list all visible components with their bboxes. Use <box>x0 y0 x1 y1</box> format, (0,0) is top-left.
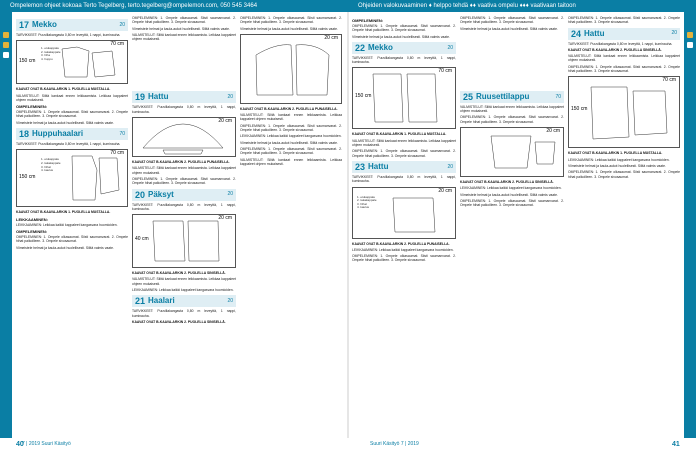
section-heading: LEIKKAAMINEN: <box>16 216 48 222</box>
pattern-diagram <box>16 40 128 84</box>
paragraph: LEIKKAAMINEN: Leikkaa kaikki kappaleet kangasvara huomioiden. <box>460 186 562 191</box>
paragraph: OMPELEMINEN: 1. Ompele olkasaumat. Siisti saumanvarat. 2. Ompele hihat paikoilleen. 3. Ompele sivusaumat. <box>460 198 564 208</box>
footer-right: Suuri Käsityö 7 | 2019 <box>348 438 696 450</box>
section-heading: OMPELEMINEN: <box>16 104 48 110</box>
right-sidebar <box>684 12 696 438</box>
paragraph: LEIKKAAMINEN: Leikkaa kaikki kappaleet kangasvara huomioiden. <box>240 134 342 139</box>
paragraph: VALMISTELUT: Silitä kankaat ennen leikkaamista. Leikkaa kappaleet ohjeen mukaisesti. <box>460 104 564 114</box>
pattern-legend: 1. etukappale 2. takakappale 3. hihat 4. kaulus <box>41 157 61 173</box>
project-title: 22 Mekko 20 <box>352 42 456 54</box>
caption: KAAVAT OVAT B-KAAVA-ARKIN 2. PUOLELLA SINISELLÄ. <box>460 180 554 185</box>
paragraph: TARVIKKEET: Puuvillakangasta 0,80 m leveyttä, 1 nappi, kuminauha. <box>132 309 236 318</box>
paragraph: OMPELEMINEN: 1. Ompele olkasaumat. Siisti saumanvarat. 2. Ompele hihat paikoilleen. 3. Ompele sivusaumat. <box>352 254 456 263</box>
paragraph: OMPELEMINEN: 1. Ompele olkasaumat. Siisti saumanvarat. 2. Ompele hihat paikoilleen. 3. Ompele sivusaumat. <box>240 146 342 156</box>
paragraph: TARVIKKEET: Puuvillakangasta 0,80 m leveyttä, 1 nappi, kuminauha. <box>352 174 456 184</box>
project-title: 18 Huppuhaalari 70 <box>16 128 128 140</box>
paragraph: LEIKKAAMINEN: Leikkaa kaikki kappaleet kangasvara huomioiden. <box>352 247 454 252</box>
right-column-2 <box>460 16 564 434</box>
pattern-shapes <box>241 35 341 103</box>
paragraph: VALMISTELUT: Silitä kankaat ennen leikkaamista. Leikkaa kappaleet ohjeen mukaisesti. <box>132 277 236 286</box>
section-heading: OMPELEMINEN: <box>16 228 48 234</box>
pattern-diagram <box>132 117 236 157</box>
project-title: 25 Ruusettilappu 70 <box>460 91 564 103</box>
project-title: 21 Haalari 20 <box>132 295 236 307</box>
width-label: 70 cm <box>110 41 124 48</box>
paragraph: Viimeistele helmat ja kaula-aukot huolellisesti. Silitä valmis vaate. <box>568 163 666 168</box>
left-column-2 <box>132 16 236 434</box>
project-title: 19 Hattu 20 <box>132 91 236 103</box>
paragraph: VALMISTELUT: Silitä kankaat ennen leikkaamista. Leikkaa kappaleet ohjeen mukaisesti. <box>132 166 236 175</box>
paragraph: OMPELEMINEN: 1. Ompele olkasaumat. Siisti saumanvarat. 2. Ompele hihat paikoilleen. 3. Ompele sivusaumat. <box>132 176 236 186</box>
width-label: 20 cm <box>324 34 338 41</box>
paragraph: LEIKKAAMINEN: Leikkaa kaikki kappaleet kangasvara huomioiden. <box>132 288 234 293</box>
paragraph: Viimeistele helmat ja kaula-aukot huolellisesti. Silitä valmis vaate. <box>16 245 114 250</box>
right-column-3 <box>568 16 680 434</box>
paragraph: Viimeistele helmat ja kaula-aukot huolellisesti. Silitä valmis vaate. <box>240 26 338 31</box>
paragraph: OMPELEMINEN: 1. Ompele olkasaumat. Siisti saumanvarat. 2. Ompele hihat paikoilleen. 3. Ompele sivusaumat. <box>16 234 128 244</box>
page-number-left: 40 <box>16 441 24 448</box>
paragraph: VALMISTELUT: Silitä kankaat ennen leikkaamista. Leikkaa kappaleet ohjeen mukaisesti. <box>16 93 128 102</box>
caption: KAAVAT OVAT B-KAAVA-ARKIN 1. PUOLELLA MUSTALLA. <box>16 210 111 215</box>
paragraph: Viimeistele helmat ja kaula-aukot huolellisesti. Silitä valmis vaate. <box>240 140 338 145</box>
left-sidebar <box>0 12 12 438</box>
paragraph: VALMISTELUT: Silitä kankaat ennen leikkaamista. Leikkaa kappaleet ohjeen mukaisesti. <box>240 113 342 122</box>
width-label: 70 cm <box>662 77 676 84</box>
width-label: 20 cm <box>438 187 452 194</box>
width-label: 20 cm <box>218 118 232 125</box>
paragraph: LEIKKAAMINEN: Leikkaa kaikki kappaleet kangasvara huomioiden. <box>568 157 670 162</box>
paragraph: TARVIKKEET: Puuvillakangasta 0,80 m leveyttä, 1 nappi, kuminauha. <box>132 202 236 211</box>
page-spine <box>347 12 349 438</box>
paragraph: Viimeistele helmat ja kaula-aukot huolellisesti. Silitä valmis vaate. <box>460 192 558 197</box>
height-label: 150 cm <box>355 93 372 100</box>
caption: KAAVAT OVAT B-KAAVA-ARKIN 2. PUOLELLA SINISELLÄ. <box>568 47 662 52</box>
paragraph: Viimeistele helmat ja kaula-aukot huolellisesti. Silitä valmis vaate. <box>460 26 558 31</box>
paragraph: OMPELEMINEN: 1. Ompele olkasaumat. Siisti saumanvarat. 2. Ompele hihat paikoilleen. 3. Ompele sivusaumat. <box>568 64 680 74</box>
paragraph: Viimeistele helmat ja kaula-aukot huolellisesti. Silitä valmis vaate. <box>352 34 450 39</box>
section-heading: OMPELEMINEN: <box>352 18 384 23</box>
page-number-right: 41 <box>672 441 680 448</box>
caption: KAAVAT OVAT B-KAAVA-ARKIN 2. PUOLELLA SINISELLÄ. <box>132 319 226 324</box>
caption: KAAVAT OVAT B-KAAVA-ARKIN 1. PUOLELLA MUSTALLA. <box>16 87 111 92</box>
left-column-3 <box>240 16 342 434</box>
paragraph: VALMISTELUT: Silitä kankaat ennen leikkaamista. Leikkaa kappaleet ohjeen mukaisesti. <box>352 138 456 148</box>
paragraph: OMPELEMINEN: 1. Ompele olkasaumat. Siisti saumanvarat. 2. Ompele hihat paikoilleen. 3. Ompele sivusaumat. <box>460 16 564 25</box>
project-title: 20 Päksyt 20 <box>132 189 236 201</box>
paragraph: OMPELEMINEN: 1. Ompele olkasaumat. Siisti saumanvarat. 2. Ompele hihat paikoilleen. 3. Ompele sivusaumat. <box>460 115 564 124</box>
width-label: 70 cm <box>110 150 124 157</box>
caption: KAAVAT OVAT B-KAAVA-ARKIN 1. PUOLELLA MUSTALLA. <box>352 132 447 137</box>
pattern-shapes <box>569 77 679 147</box>
paragraph: TARVIKKEET: Puuvillakangasta 0,80 m leveyttä, 1 nappi, kuminauha. <box>16 33 121 37</box>
width-label: 20 cm <box>218 215 232 222</box>
caption: KAAVAT OVAT B-KAAVA-ARKIN 1. PUOLELLA MUSTALLA. <box>568 151 663 156</box>
paragraph: OMPELEMINEN: 1. Ompele olkasaumat. Siisti saumanvarat. 2. Ompele hihat paikoilleen. 3. Ompele sivusaumat. <box>240 123 342 133</box>
paragraph: OMPELEMINEN: 1. Ompele olkasaumat. Siisti saumanvarat. 2. Ompele hihat paikoilleen. 3. Ompele sivusaumat. <box>132 16 236 25</box>
paragraph: TARVIKKEET: Puuvillakangasta 0,80 m leveyttä, 1 nappi, kuminauha. <box>16 142 121 147</box>
width-label: 70 cm <box>438 68 452 75</box>
pattern-diagram <box>568 76 680 148</box>
paragraph: TARVIKKEET: Puuvillakangasta 0,80 m leveyttä, 1 nappi, kuminauha. <box>352 55 456 65</box>
paragraph: Viimeistele helmat ja kaula-aukot huolellisesti. Silitä valmis vaate. <box>132 26 230 31</box>
paragraph: LEIKKAAMINEN: Leikkaa kaikki kappaleet kangasvara huomioiden. <box>16 222 118 227</box>
pattern-diagram <box>132 214 236 268</box>
caption: KAAVAT OVAT B-KAAVA-ARKIN 2. PUOLELLA PUNAISELLA. <box>132 160 230 165</box>
height-label: 150 cm <box>19 58 36 65</box>
pattern-diagram <box>352 187 456 239</box>
left-column-1 <box>16 16 128 434</box>
paragraph: VALMISTELUT: Silitä kankaat ennen leikkaamista. Leikkaa kappaleet ohjeen mukaisesti. <box>568 54 680 63</box>
paragraph: OMPELEMINEN: 1. Ompele olkasaumat. Siisti saumanvarat. 2. Ompele hihat paikoilleen. 3. Ompele sivusaumat. <box>352 24 456 33</box>
caption: KAAVAT OVAT B-KAAVA-ARKIN 2. PUOLELLA SINISELLÄ. <box>132 271 226 276</box>
caption: KAAVAT OVAT B-KAAVA-ARKIN 2. PUOLELLA PUNAISELLA. <box>240 106 338 111</box>
pattern-diagram <box>16 149 128 207</box>
pattern-diagram <box>240 34 342 104</box>
paragraph: TARVIKKEET: Puuvillakangasta 0,80 m leveyttä, 1 nappi, kuminauha. <box>132 105 236 114</box>
height-label: 150 cm <box>19 174 36 181</box>
footer-left: 7 | 2019 Suuri Käsityö <box>0 438 348 450</box>
paragraph: OMPELEMINEN: 1. Ompele olkasaumat. Siisti saumanvarat. 2. Ompele hihat paikoilleen. 3. Ompele sivusaumat. <box>352 149 456 158</box>
height-label: 150 cm <box>571 106 588 113</box>
project-title: 17 Mekko 20 <box>16 19 128 31</box>
paragraph: Viimeistele helmat ja kaula-aukot huolellisesti. Silitä valmis vaate. <box>16 120 114 125</box>
paragraph: VALMISTELUT: Silitä kankaat ennen leikkaamista. Leikkaa kappaleet ohjeen mukaisesti. <box>240 157 342 166</box>
width-label: 20 cm <box>546 128 560 135</box>
pattern-diagram <box>352 67 456 129</box>
header-right: Ohjeiden valokuvaaminen ♦ helppo tehdä ♦♦ vaativa ompelu ♦♦♦ vaativaan taitoon <box>348 0 696 12</box>
height-label: 40 cm <box>135 236 149 243</box>
pattern-shapes <box>461 128 561 176</box>
header-left: Ompelemon ohjeet kokoaa Terto Tegelberg, terto.tegelberg@ompelemon.com, 050 545 3464 <box>0 0 348 12</box>
paragraph: VALMISTELUT: Silitä kankaat ennen leikkaamista. Leikkaa kappaleet ohjeen mukaisesti. <box>132 32 236 42</box>
paragraph: OMPELEMINEN: 1. Ompele olkasaumat. Siisti saumanvarat. 2. Ompele hihat paikoilleen. 3. Ompele sivusaumat. <box>568 170 680 179</box>
right-column-1 <box>352 16 456 434</box>
project-title: 24 Hattu 20 <box>568 28 680 40</box>
caption: KAAVAT OVAT B-KAAVA-ARKIN 2. PUOLELLA PUNAISELLA. <box>352 241 450 246</box>
paragraph: TARVIKKEET: Puuvillakangasta 0,80 m leveyttä, 1 nappi, kuminauha. <box>568 41 673 46</box>
paragraph: OMPELEMINEN: 1. Ompele olkasaumat. Siisti saumanvarat. 2. Ompele hihat paikoilleen. 3. Ompele sivusaumat. <box>568 16 680 25</box>
paragraph: OMPELEMINEN: 1. Ompele olkasaumat. Siisti saumanvarat. 2. Ompele hihat paikoilleen. 3. Ompele sivusaumat. <box>240 16 342 25</box>
paragraph: OMPELEMINEN: 1. Ompele olkasaumat. Siisti saumanvarat. 2. Ompele hihat paikoilleen. 3. Ompele sivusaumat. <box>16 110 128 119</box>
pattern-legend: 1. etukappale 2. takakappale 3. hiha 4. huppu <box>41 46 61 62</box>
pattern-legend: 1. etukappale 2. takakappale 3. hihat 4. kaulus <box>357 194 377 210</box>
project-title: 23 Hattu 20 <box>352 161 456 173</box>
pattern-diagram <box>460 127 564 177</box>
